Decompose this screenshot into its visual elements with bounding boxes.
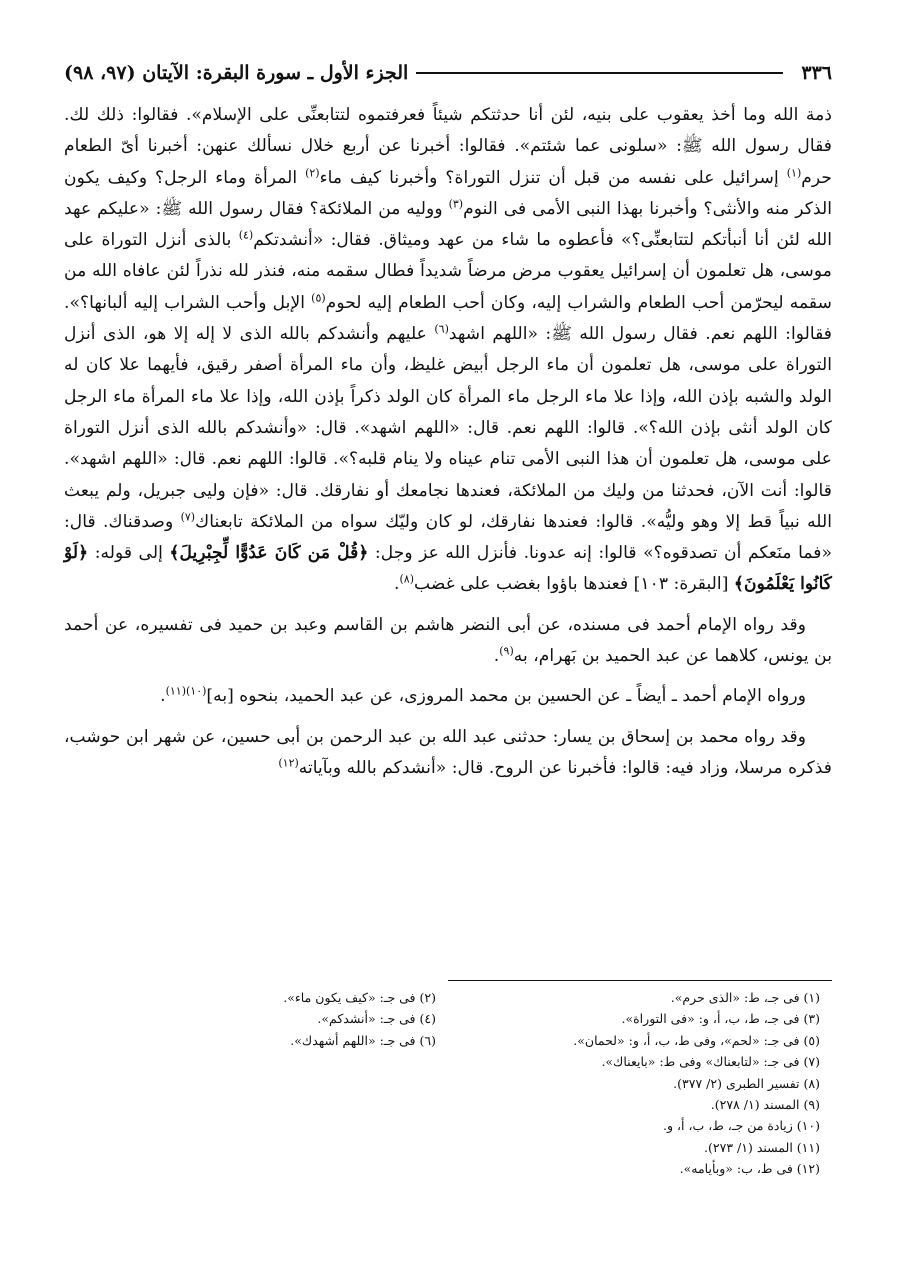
text-run: ووليه من الملائكة؟ فقال رسول الله ﷺ: «عليكم عهد الله لئن أنا أنبأتكم لتتابعنِّى؟» فأعطوه ما شاء من عهد وميثاق. فقال: «أنشدتكم <box>64 198 832 251</box>
footnote: (٤) فى جـ: «أنشدكم». <box>317 1011 436 1027</box>
text-run: المرأة وماء الرجل؟ وكيف يكون الذكر منه والأنثى؟ وأخبرنا بهذا النبى الأمى فى النوم <box>64 167 832 219</box>
page-number: ٣٣٦ <box>801 62 832 84</box>
text-run: الإبل وأحب الشراب إليه ألبانها؟». فقالوا: اللهم نعم. فقال رسول الله ﷺ: «اللهم اشهد <box>64 292 832 345</box>
footnote-ref: (٨) <box>399 572 415 586</box>
footnote: (١٢) فى ط، ب: «وبأيامه». <box>679 1161 820 1177</box>
footnote: (٣) فى جـ، ط، ب، أ، و: «فى التوراة». <box>621 1011 820 1027</box>
footnote: (٧) فى جـ: «لتابعناك» وفى ط: «بايعناك». <box>601 1054 820 1070</box>
footnote: (١١) المسند (١/ ٢٧٣). <box>704 1139 820 1155</box>
footnote-ref: (١) <box>786 165 802 179</box>
header-rule <box>416 72 783 74</box>
quran-quote: ﴿لَوْ كَانُوا يَعْلَمُونَ﴾ <box>64 543 832 595</box>
text-run: وقد رواه الإمام أحمد فى مسنده، عن أبى النضر هاشم بن القاسم وعبد بن حميد فى تفسيره، عن أحمد بن يونس، كلاهما عن عبد الحميد بن بَهرام، به <box>64 614 832 667</box>
footnote-column-right <box>448 987 832 1180</box>
footnote-ref: (٢) <box>305 165 320 179</box>
footnote-ref: (٥) <box>311 291 326 305</box>
text-run: وصدقناك. قال: «فما منَعكم أن تصدقوه؟» قالوا: إنه عدونا. فأنزل الله عز وجل: <box>64 511 832 564</box>
footnote: (٦) فى جـ: «اللهم أشهدك». <box>290 1032 436 1048</box>
footnote-ref: (٦) <box>434 322 449 336</box>
text-run: ورواه الإمام أحمد ـ أيضاً ـ عن الحسين بن محمد المروزى، عن عبد الحميد، بنحوه [به] <box>206 686 806 707</box>
footnote-ref: (١٠)(١١) <box>165 684 207 698</box>
footnote-ref: (٧) <box>180 510 196 524</box>
footnote: (١) فى جـ، ط: «الذى حرم». <box>670 990 820 1005</box>
footnote-columns <box>64 987 832 1180</box>
footnote-ref: (٤) <box>238 228 254 242</box>
text-run: [البقرة: ١٠٣] فعندها باؤوا بغضب على غضب <box>414 574 734 595</box>
paragraph-hadith <box>64 100 832 601</box>
running-header <box>64 58 832 88</box>
footnote-ref: (١٢) <box>278 756 299 770</box>
footnote: (٥) فى جـ: «لحم»، وفى ط، ب، أ، و: «لحمان». <box>573 1032 820 1048</box>
text-run: عليهم وأنشدكم بالله الذى لا إله إلا هو، الذى أنزل التوراة على موسى، هل تعلمون أن ماء الرجل أبيض غليظ، وأن ماء المرأة أصفر رقيق، فأيهما علا كان له الولد والشبه بإذن الله، وإذا علا ماء الرجل ماء المرأة كان الولد ذكراً بإذن الله، وإذا علا ماء المرأة ماء الرجل كان الولد أنثى بإذن الله؟». قالوا: اللهم نعم. قال: «اللهم اشهد». قال: «وأنشدكم بالله الذى أنزل التوراة على موسى، هل تعلمون أن هذا النبى الأمى تنام عيناه ولا ينام قلبه؟». قالوا: اللهم نعم. قال: «اللهم اشهد». قالوا: أنت الآن، فحدثنا من وليك من الملائكة، فعندها نجامعك أو نفارقك. قال: «فإن وليى جبريل، ولم يبعث الله نبياً قط إلا وهو وليُّه». قالوا: فعندها نفارقك، لو كان وليّك سواه من الملائكة تابعناك <box>64 324 832 532</box>
paragraph-ahmad <box>64 610 832 673</box>
footnote: (٩) المسند (١/ ٢٧٨). <box>710 1097 820 1113</box>
paragraph-ahmad-2 <box>64 681 832 712</box>
quran-quote: ﴿قُلْ مَن كَانَ عَدُوًّا لِّجِبْرِيلَ﴾ <box>169 543 369 564</box>
header-title: الجزء الأول ـ سورة البقرة: الآيتان (٩٧، ٩٨) <box>64 62 409 84</box>
text-run: إسرائيل على نفسه من قبل أن تنزل التوراة؟ وأخبرنا كيف ماء <box>319 167 787 188</box>
text-run: . <box>493 646 500 667</box>
footnote-column-left <box>64 987 448 1180</box>
text-run: . <box>394 574 400 595</box>
footnote-rule <box>448 980 832 981</box>
footnotes <box>64 980 832 1180</box>
main-text <box>64 100 832 784</box>
text-run: إلى قوله: <box>88 543 170 564</box>
footnote: (٢) فى جـ: «كيف يكون ماء». <box>283 990 436 1005</box>
text-run: ذمة الله وما أخذ يعقوب على بنيه، لئن أنا حدثتكم شيئاً فعرفتموه لتتابعنِّى على الإسلام». فقالوا: ذلك لك. فقال رسول الله ﷺ: «سلونى عما شئتم». فقالوا: أخبرنا عن أربع خلال نسألك عنهن: أخبرنا أىّ الطعام حرم <box>64 105 832 188</box>
footnote-ref: (٣) <box>448 197 464 211</box>
footnote: (١٠) زيادة من جـ، ط، ب، أ، و. <box>662 1118 820 1134</box>
paragraph-ibn-ishaq <box>64 722 832 785</box>
footnote: (٨) تفسير الطبرى (٢/ ٣٧٧). <box>673 1075 820 1091</box>
text-run: وقد رواه محمد بن إسحاق بن يسار: حدثنى عبد الله بن عبد الرحمن بن أبى حسين، عن شهر ابن حوشب، فذكره مرسلا، وزاد فيه: قالوا: فأخبرنا عن الروح. قال: «أنشدكم بالله وبآياته <box>64 726 832 778</box>
footnote-ref: (٩) <box>499 644 514 658</box>
text-run: بالذى أنزل التوراة على موسى، هل تعلمون أن إسرائيل يعقوب مرض مرضاً شديداً فطال سقمه منه، فنذر لله نذراً لئن عافاه الله من سقمه ليحرّمن أحب الطعام والشراب إليه، وكان أحب الطعام إليه لحوم <box>64 230 832 313</box>
text-run: . <box>160 686 166 707</box>
